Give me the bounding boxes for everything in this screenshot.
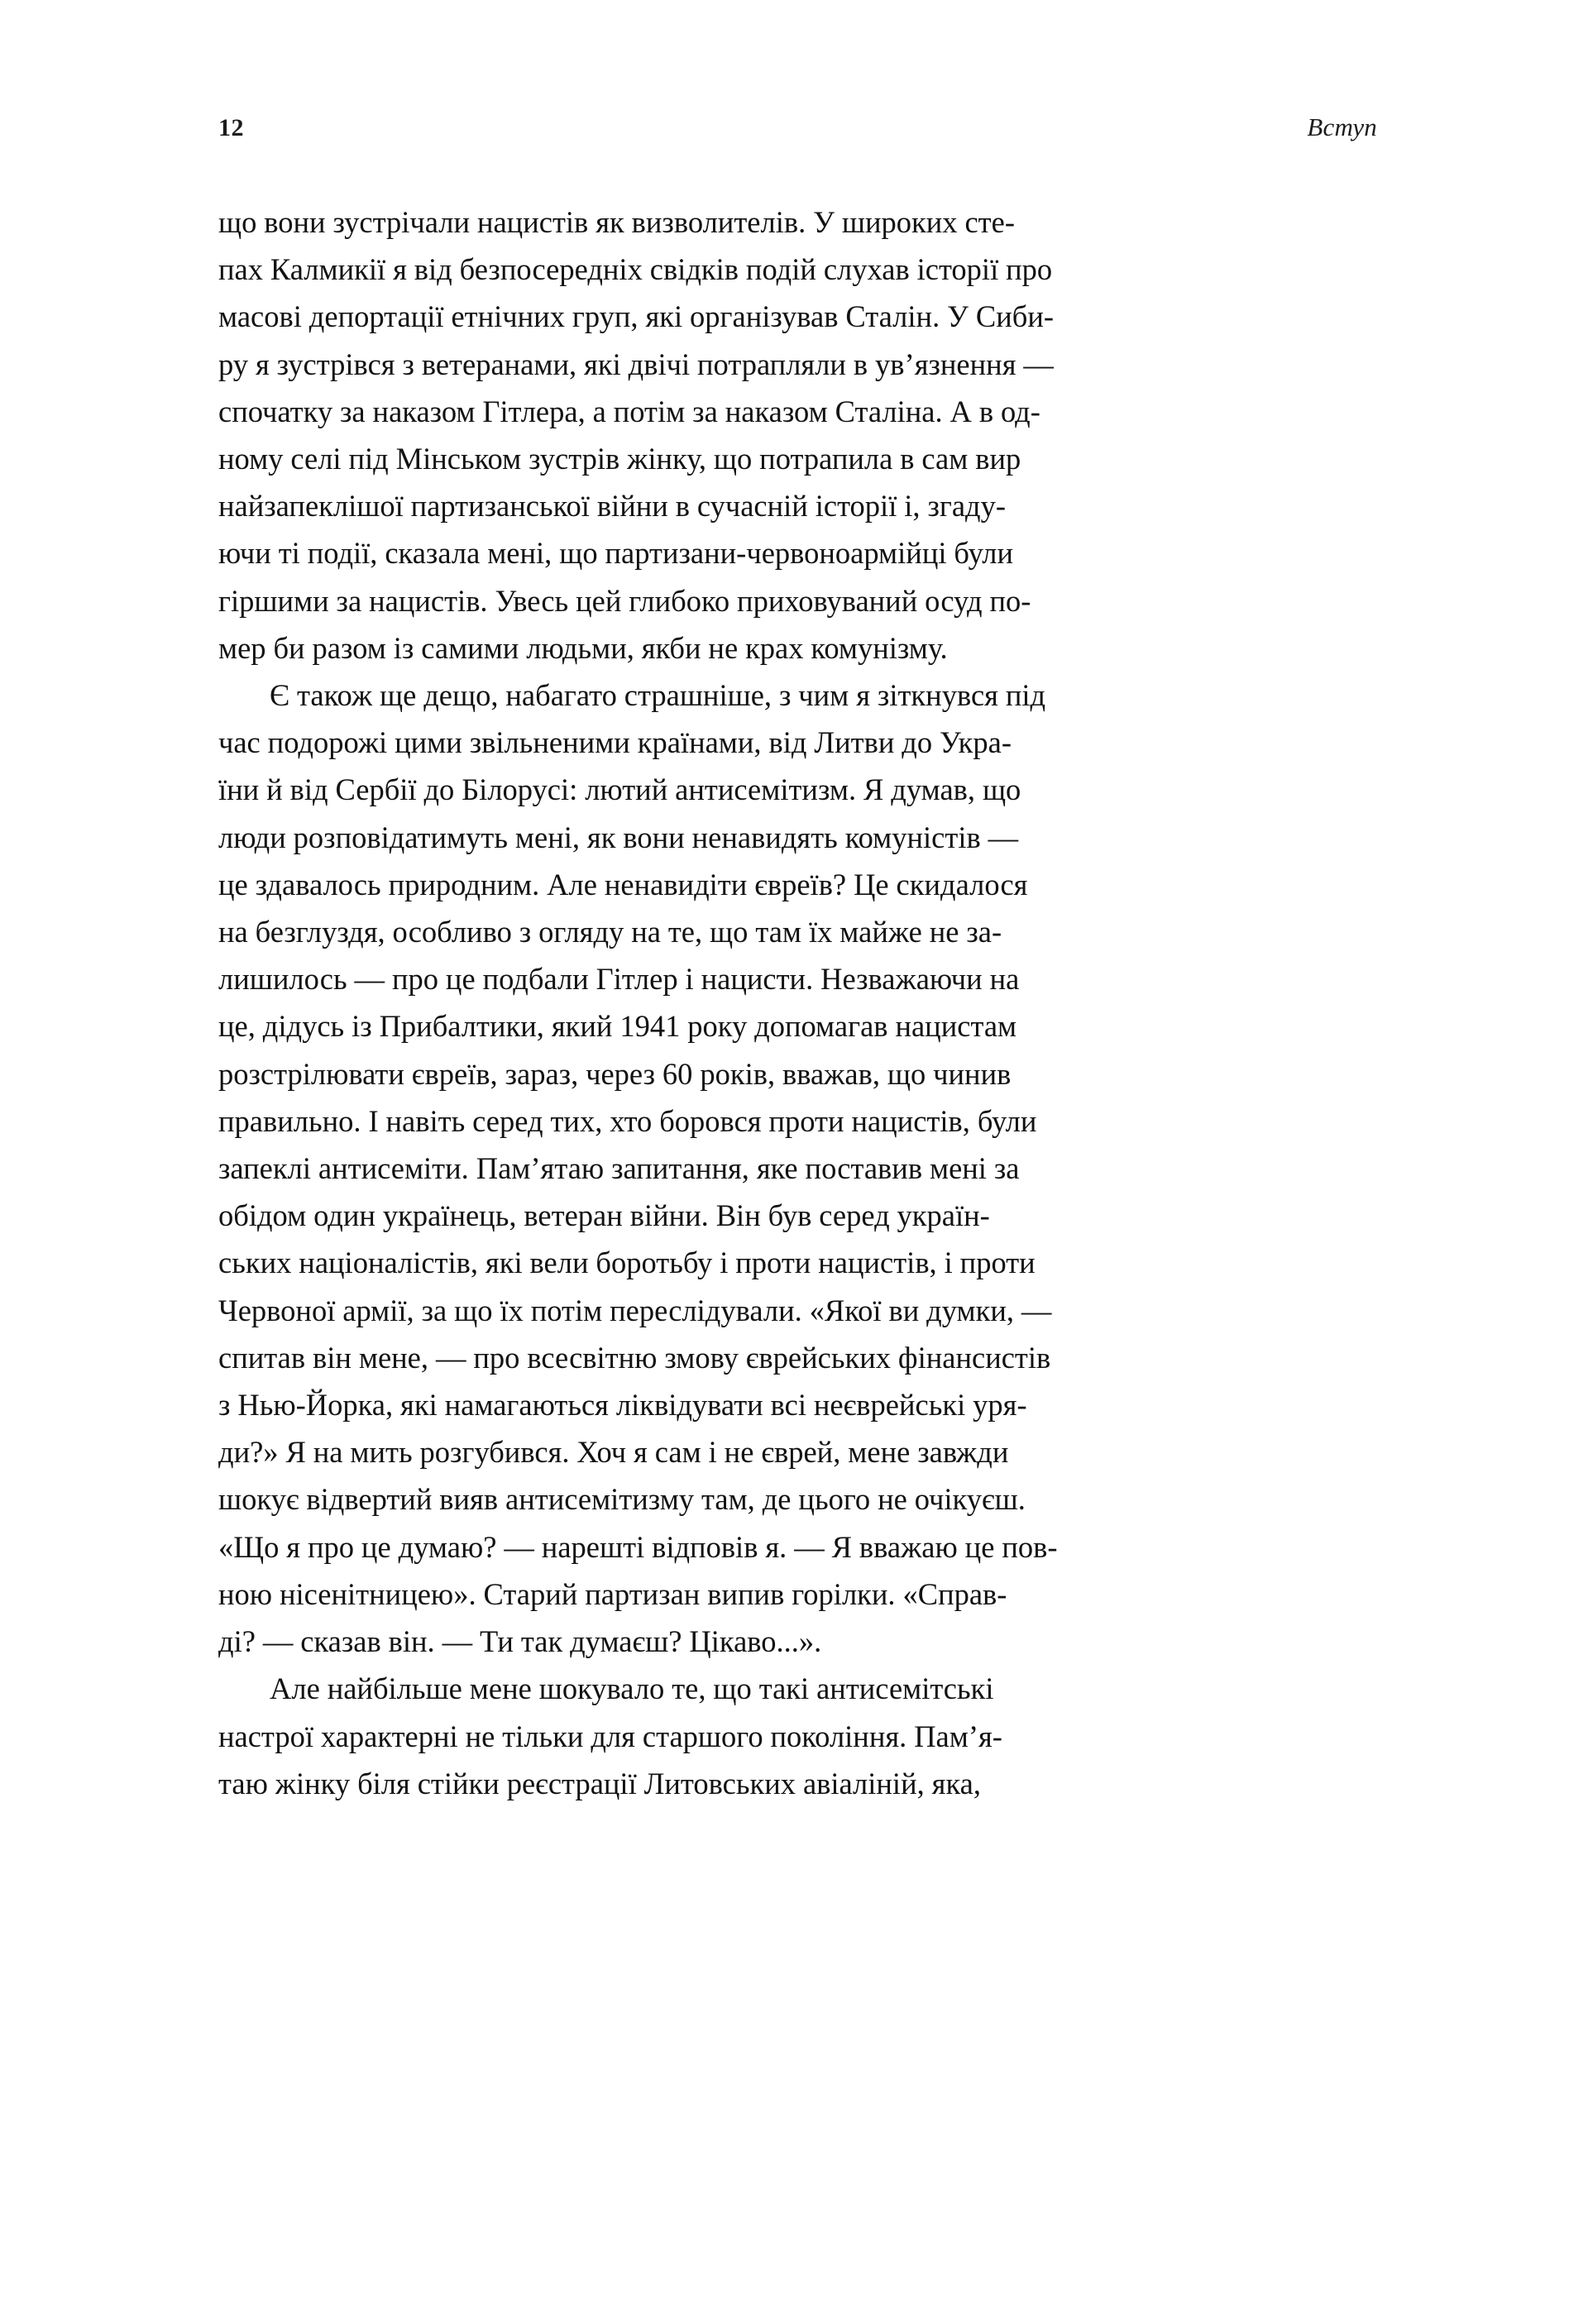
text-line: Але найбільше мене шокувало те, що такі антисемітські bbox=[270, 1671, 994, 1706]
text-line: настрої характерні не тільки для старшого покоління. Пам’я- bbox=[218, 1719, 1002, 1753]
text-line: «Що я про це думаю? — нарешті відповів я. — Я вважаю це пов- bbox=[218, 1529, 1058, 1564]
paragraph bbox=[218, 672, 1379, 1665]
text-line: ди?» Я на мить розгубився. Хоч я сам і не єврей, мене завжди bbox=[218, 1435, 1009, 1470]
text-line: час подорожі цими звільненими країнами, від Литви до Укра- bbox=[218, 725, 1012, 760]
text-line: лишилось — про це подбали Гітлер і нацисти. Незважаючи на bbox=[218, 962, 1020, 997]
paragraph bbox=[218, 198, 1379, 672]
text-line: ру я зустрівся з ветеранами, які двічі потрапляли в ув’язнення — bbox=[218, 347, 1054, 381]
text-line: що вони зустрічали нацистів як визволителів. У широких сте- bbox=[218, 205, 1015, 239]
paragraph bbox=[218, 1665, 1379, 1807]
text-line: правильно. І навіть серед тих, хто боровся проти нацистів, були bbox=[218, 1103, 1037, 1138]
text-line: люди розповідатимуть мені, як вони ненавидять комуністів — bbox=[218, 820, 1019, 854]
text-line: ному селі під Мінськом зустрів жінку, що потрапила в сам вир bbox=[218, 442, 1021, 476]
text-line: їни й від Сербії до Білорусі: лютий антисемітизм. Я думав, що bbox=[218, 772, 1021, 807]
text-line: це здавалось природним. Але ненавидіти євреїв? Це скидалося bbox=[218, 867, 1028, 901]
text-line: ною нісенітницею». Старий партизан випив горілки. «Справ- bbox=[218, 1576, 1007, 1611]
text-line: ді? — сказав він. — Ти так думаєш? Цікаво...». bbox=[218, 1624, 822, 1659]
text-line: запеклі антисеміти. Пам’ятаю запитання, яке поставив мені за bbox=[218, 1151, 1020, 1186]
text-line: ських націоналістів, які вели боротьбу і проти нацистів, і проти bbox=[218, 1246, 1036, 1280]
text-line: з Нью-Йорка, які намагаються ліквідувати всі неєврейські уря- bbox=[218, 1388, 1027, 1423]
text-line: ючи ті події, сказала мені, що партизани-червоноармійці були bbox=[218, 536, 1014, 571]
text-line: спочатку за наказом Гітлера, а потім за наказом Сталіна. А в од- bbox=[218, 394, 1040, 428]
page-number: 12 bbox=[218, 114, 244, 141]
text-line: мер би разом із самими людьми, якби не крах комунізму. bbox=[218, 630, 948, 665]
text-line: обідом один українець, ветеран війни. Він був серед україн- bbox=[218, 1198, 990, 1233]
running-title: Вступ bbox=[1307, 112, 1377, 141]
text-line: це, дідусь із Прибалтики, який 1941 року допомагав нацистам bbox=[218, 1009, 1017, 1044]
text-line: спитав він мене, — про всесвітню змову єврейських фінансистів bbox=[218, 1340, 1051, 1375]
text-line: на безглуздя, особливо з огляду на те, що там їх майже не за- bbox=[218, 915, 1002, 949]
body-text bbox=[218, 198, 1379, 1807]
running-head bbox=[218, 114, 1377, 152]
text-line: гіршими за нацистів. Увесь цей глибоко приховуваний осуд по- bbox=[218, 583, 1031, 618]
text-line: найзапеклішої партизанської війни в сучасній історії і, згаду- bbox=[218, 489, 1007, 524]
text-line: розстрілювати євреїв, зараз, через 60 років, вважав, що чинив bbox=[218, 1056, 1012, 1091]
text-line: масові депортації етнічних груп, які організував Сталін. У Сиби- bbox=[218, 299, 1055, 334]
text-line: Червоної армії, за що їх потім переслідували. «Якої ви думки, — bbox=[218, 1293, 1052, 1327]
text-line: пах Калмикії я від безпосередніх свідків подій слухав історії про bbox=[218, 252, 1053, 287]
text-line: таю жінку біля стійки реєстрації Литовських авіаліній, яка, bbox=[218, 1766, 981, 1800]
text-line: Є також ще дещо, набагато страшніше, з чим я зіткнувся під bbox=[270, 678, 1046, 713]
text-line: шокує відвертий вияв антисемітизму там, де цього не очікуєш. bbox=[218, 1482, 1026, 1517]
